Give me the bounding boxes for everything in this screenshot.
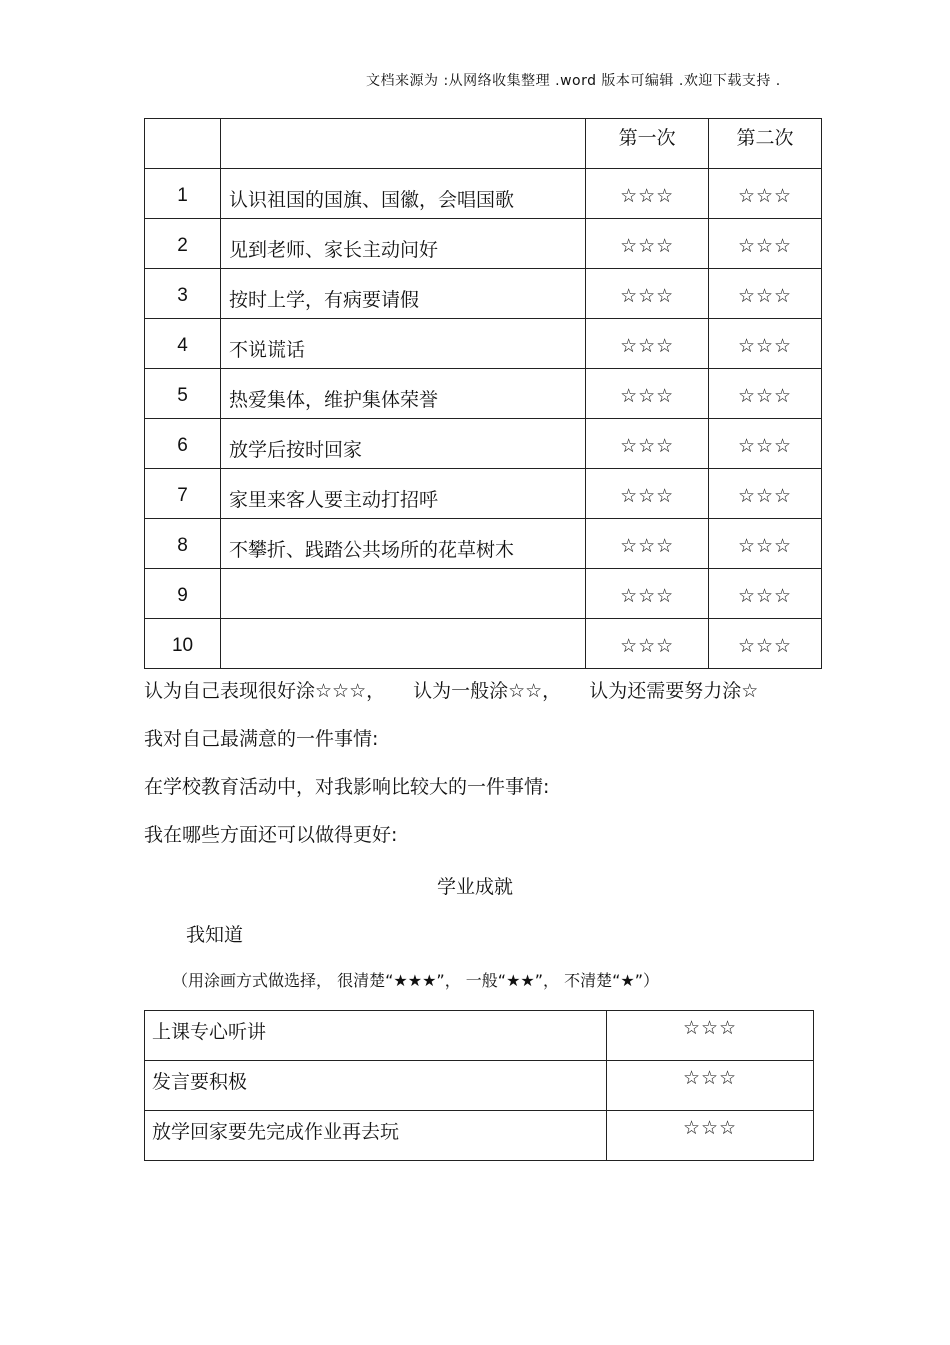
header-cell-item <box>221 119 586 169</box>
header-note: 文档来源为 :从网络收集整理 .word 版本可编辑 .欢迎下载支持 . <box>366 73 781 89</box>
rating-second[interactable]: ☆☆☆ <box>709 169 822 219</box>
rating-second[interactable]: ☆☆☆ <box>709 219 822 269</box>
legend-good: 认为自己表现很好涂☆☆☆， <box>144 680 386 702</box>
rating-second[interactable]: ☆☆☆ <box>709 569 822 619</box>
table-row <box>145 419 822 469</box>
instruction-text: （用涂画方式做选择， 很清楚“★★★”， 一般“★★”， 不清楚“★”） <box>172 971 660 990</box>
row-item: 见到老师、家长主动问好 <box>221 219 586 269</box>
row-number: 5 <box>145 369 221 419</box>
behavior-table <box>144 118 822 669</box>
row-number: 1 <box>145 169 221 219</box>
rating-first[interactable]: ☆☆☆ <box>586 619 709 669</box>
question-improvement: 我在哪些方面还可以做得更好: <box>144 824 398 846</box>
row-item: 不说谎话 <box>221 319 586 369</box>
rating-first[interactable]: ☆☆☆ <box>586 519 709 569</box>
rating-first[interactable]: ☆☆☆ <box>586 469 709 519</box>
rating-second[interactable]: ☆☆☆ <box>709 319 822 369</box>
question-influential-event: 在学校教育活动中，对我影响比较大的一件事情: <box>144 776 550 798</box>
study-item: 放学回家要先完成作业再去玩 <box>145 1111 607 1161</box>
table-row <box>145 1111 814 1161</box>
study-item: 发言要积极 <box>145 1061 607 1111</box>
row-item[interactable] <box>221 569 586 619</box>
rating-second[interactable]: ☆☆☆ <box>709 619 822 669</box>
rating-second[interactable]: ☆☆☆ <box>709 369 822 419</box>
row-number: 6 <box>145 419 221 469</box>
rating-first[interactable]: ☆☆☆ <box>586 269 709 319</box>
rating-first[interactable]: ☆☆☆ <box>586 219 709 269</box>
table-row <box>145 619 822 669</box>
row-number: 3 <box>145 269 221 319</box>
row-item: 不攀折、践踏公共场所的花草树木 <box>221 519 586 569</box>
table-row <box>145 1011 814 1061</box>
legend-line <box>144 676 786 703</box>
row-number: 10 <box>145 619 221 669</box>
legend-improve: 认为还需要努力涂☆ <box>589 680 759 702</box>
study-rating[interactable]: ☆☆☆ <box>607 1061 814 1111</box>
row-item: 按时上学，有病要请假 <box>221 269 586 319</box>
rating-first[interactable]: ☆☆☆ <box>586 369 709 419</box>
study-table <box>144 1010 814 1161</box>
rating-second[interactable]: ☆☆☆ <box>709 419 822 469</box>
row-number: 7 <box>145 469 221 519</box>
rating-second[interactable]: ☆☆☆ <box>709 269 822 319</box>
table-row <box>145 169 822 219</box>
row-item: 家里来客人要主动打招呼 <box>221 469 586 519</box>
header-cell-no <box>145 119 221 169</box>
study-rating[interactable]: ☆☆☆ <box>607 1011 814 1061</box>
header-cell-second: 第二次 <box>709 119 822 169</box>
header-cell-first: 第一次 <box>586 119 709 169</box>
rating-second[interactable]: ☆☆☆ <box>709 469 822 519</box>
legend-average: 认为一般涂☆☆， <box>413 680 562 702</box>
table-row <box>145 519 822 569</box>
row-item: 热爱集体，维护集体荣誉 <box>221 369 586 419</box>
question-most-satisfied: 我对自己最满意的一件事情: <box>144 728 379 750</box>
section-title: 学业成就 <box>436 876 513 898</box>
table-row <box>145 269 822 319</box>
table-row <box>145 369 822 419</box>
rating-first[interactable]: ☆☆☆ <box>586 319 709 369</box>
row-number: 9 <box>145 569 221 619</box>
table-row <box>145 1061 814 1111</box>
rating-second[interactable]: ☆☆☆ <box>709 519 822 569</box>
know-title: 我知道 <box>186 924 244 946</box>
study-rating[interactable]: ☆☆☆ <box>607 1111 814 1161</box>
table-row <box>145 569 822 619</box>
row-number: 8 <box>145 519 221 569</box>
row-number: 2 <box>145 219 221 269</box>
rating-first[interactable]: ☆☆☆ <box>586 569 709 619</box>
row-item: 放学后按时回家 <box>221 419 586 469</box>
table-row <box>145 469 822 519</box>
table-row <box>145 319 822 369</box>
rating-first[interactable]: ☆☆☆ <box>586 419 709 469</box>
row-item[interactable] <box>221 619 586 669</box>
table-row <box>145 219 822 269</box>
row-number: 4 <box>145 319 221 369</box>
study-item: 上课专心听讲 <box>145 1011 607 1061</box>
rating-first[interactable]: ☆☆☆ <box>586 169 709 219</box>
table-header-row <box>145 119 822 169</box>
row-item: 认识祖国的国旗、国徽，会唱国歌 <box>221 169 586 219</box>
